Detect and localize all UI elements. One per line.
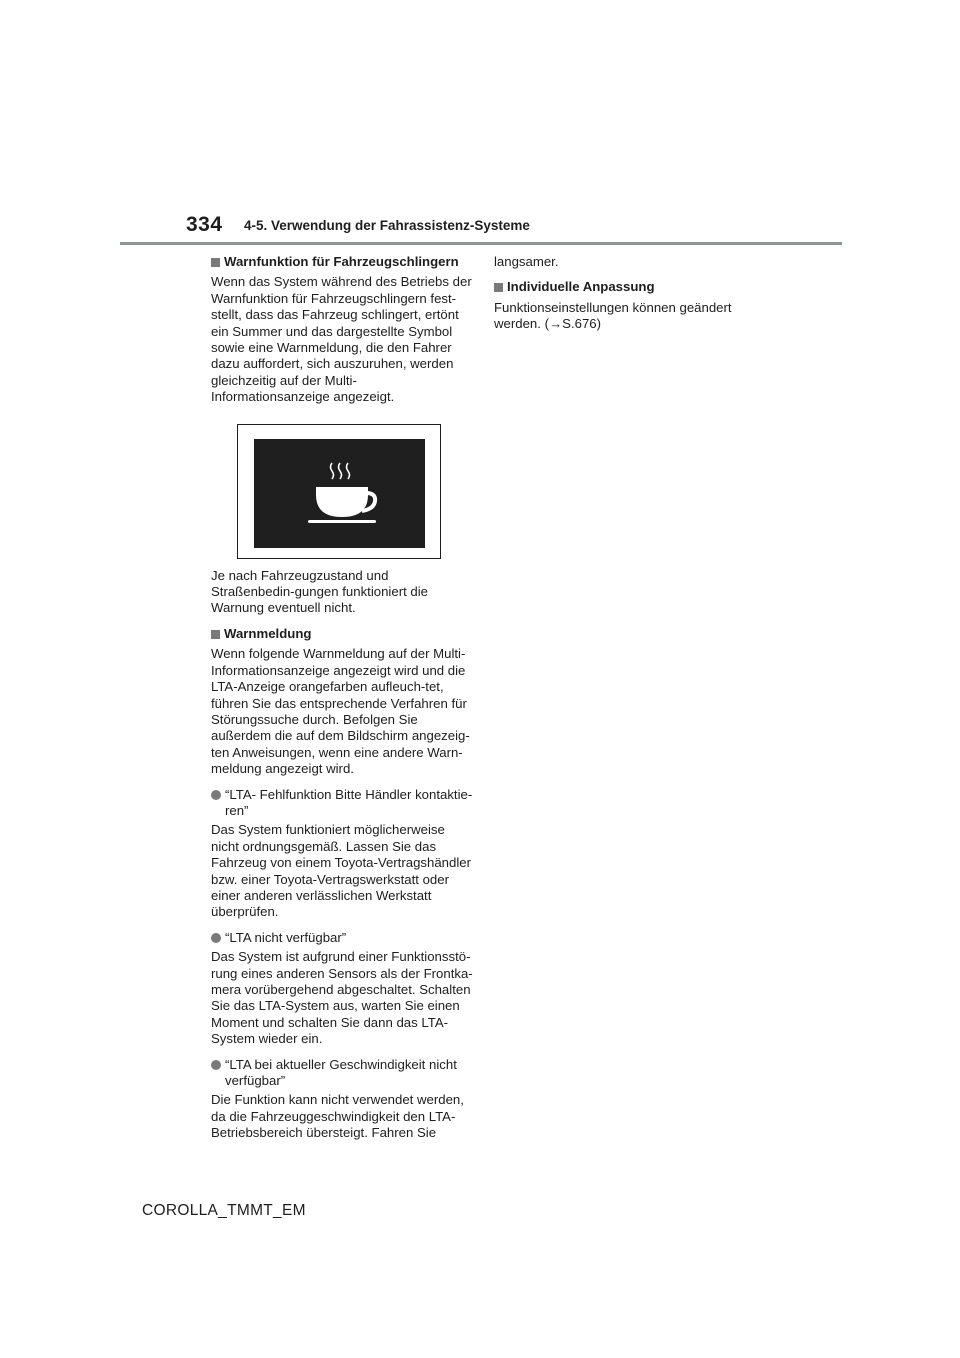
bullet-item [211, 787, 473, 820]
bullet-text: “LTA- Fehlfunktion Bitte Händler kontaktie-ren” [225, 786, 473, 818]
paragraph: langsamer. [494, 254, 559, 269]
display-figure [237, 424, 441, 559]
bullet-text: “LTA bei aktueller Geschwindigkeit nicht verfügbar” [225, 1056, 457, 1089]
coffee-cup-icon [254, 439, 425, 548]
left-column [211, 254, 473, 1151]
footer-code: COROLLA_TMMT_EM [142, 1202, 306, 1219]
heading-text: Warnmeldung [224, 625, 312, 641]
display-screen [254, 439, 425, 548]
paragraph: Die Funktion kann nicht verwendet werden, da die Fahrzeuggeschwindigkeit den LTA-Betriebsbereich übersteigt. Fahren Sie [211, 1092, 464, 1141]
section-title: 4-5. Verwendung der Fahrassistenz-Systeme [244, 218, 530, 233]
heading-text: Individuelle Anpassung [507, 279, 655, 295]
page-number: 334 [186, 213, 223, 236]
paragraph: Das System ist aufgrund einer Funktionsstö-rung eines anderen Sensors als der Frontka-mera vorübergehend abgeschaltet. Schalten Sie das LTA-System aus, warten Sie einen Moment und schalten Sie dann das LTA-System wieder ein. [211, 949, 473, 1047]
bullet-item [211, 930, 473, 946]
heading-warnmeldung [211, 626, 473, 642]
round-bullet-icon [211, 933, 221, 943]
round-bullet-icon [211, 1060, 221, 1070]
bullet-item [211, 1057, 473, 1090]
bullet-text: “LTA nicht verfügbar” [225, 929, 347, 945]
paragraph: Das System funktioniert möglicherweise nicht ordnungsgemäß. Lassen Sie das Fahrzeug von einem Toyota-Vertragshändler bzw. einer Toyota-Vertragswerkstatt oder einer anderen verlässlichen Werkstatt überprüfen. [211, 822, 471, 920]
heading-individuelle-anpassung [494, 279, 756, 295]
heading-text: Warnfunktion für Fahrzeugschlingern [224, 254, 459, 269]
heading-warnfunktion [211, 254, 473, 270]
paragraph: Wenn folgende Warnmeldung auf der Multi-Informationsanzeige angezeigt wird und die LTA-Anzeige orangefarben aufleuch-tet, führen Sie das entsprechende Verfahren für Störungssuche durch. Befolgen Sie außerdem die auf dem Bildschirm angezeig-ten Anweisungen, wenn eine andere Warn-meldung angezeigt wird. [211, 646, 470, 777]
header-rule [120, 242, 842, 245]
square-bullet-icon [211, 258, 220, 267]
paragraph: Funktionseinstellungen können geändert werden. (→S.676) [494, 299, 732, 332]
paragraph: Je nach Fahrzeugzustand und Straßenbedin-gungen funktioniert die Warnung eventuell nicht. [211, 567, 429, 616]
square-bullet-icon [211, 630, 220, 639]
square-bullet-icon [494, 283, 503, 292]
paragraph: Wenn das System während des Betriebs der Warnfunktion für Fahrzeugschlingern fest-stellt, dass das Fahrzeug schlingert, ertönt ein Summer und das dargestellte Symbol sowie eine Warnmeldung, die den Fahrer dazu auffordert, sich auszuruhen, werden gleichzeitig auf der Multi-Informationsanzeige angezeigt. [211, 274, 472, 405]
right-column [494, 254, 756, 342]
round-bullet-icon [211, 790, 221, 800]
